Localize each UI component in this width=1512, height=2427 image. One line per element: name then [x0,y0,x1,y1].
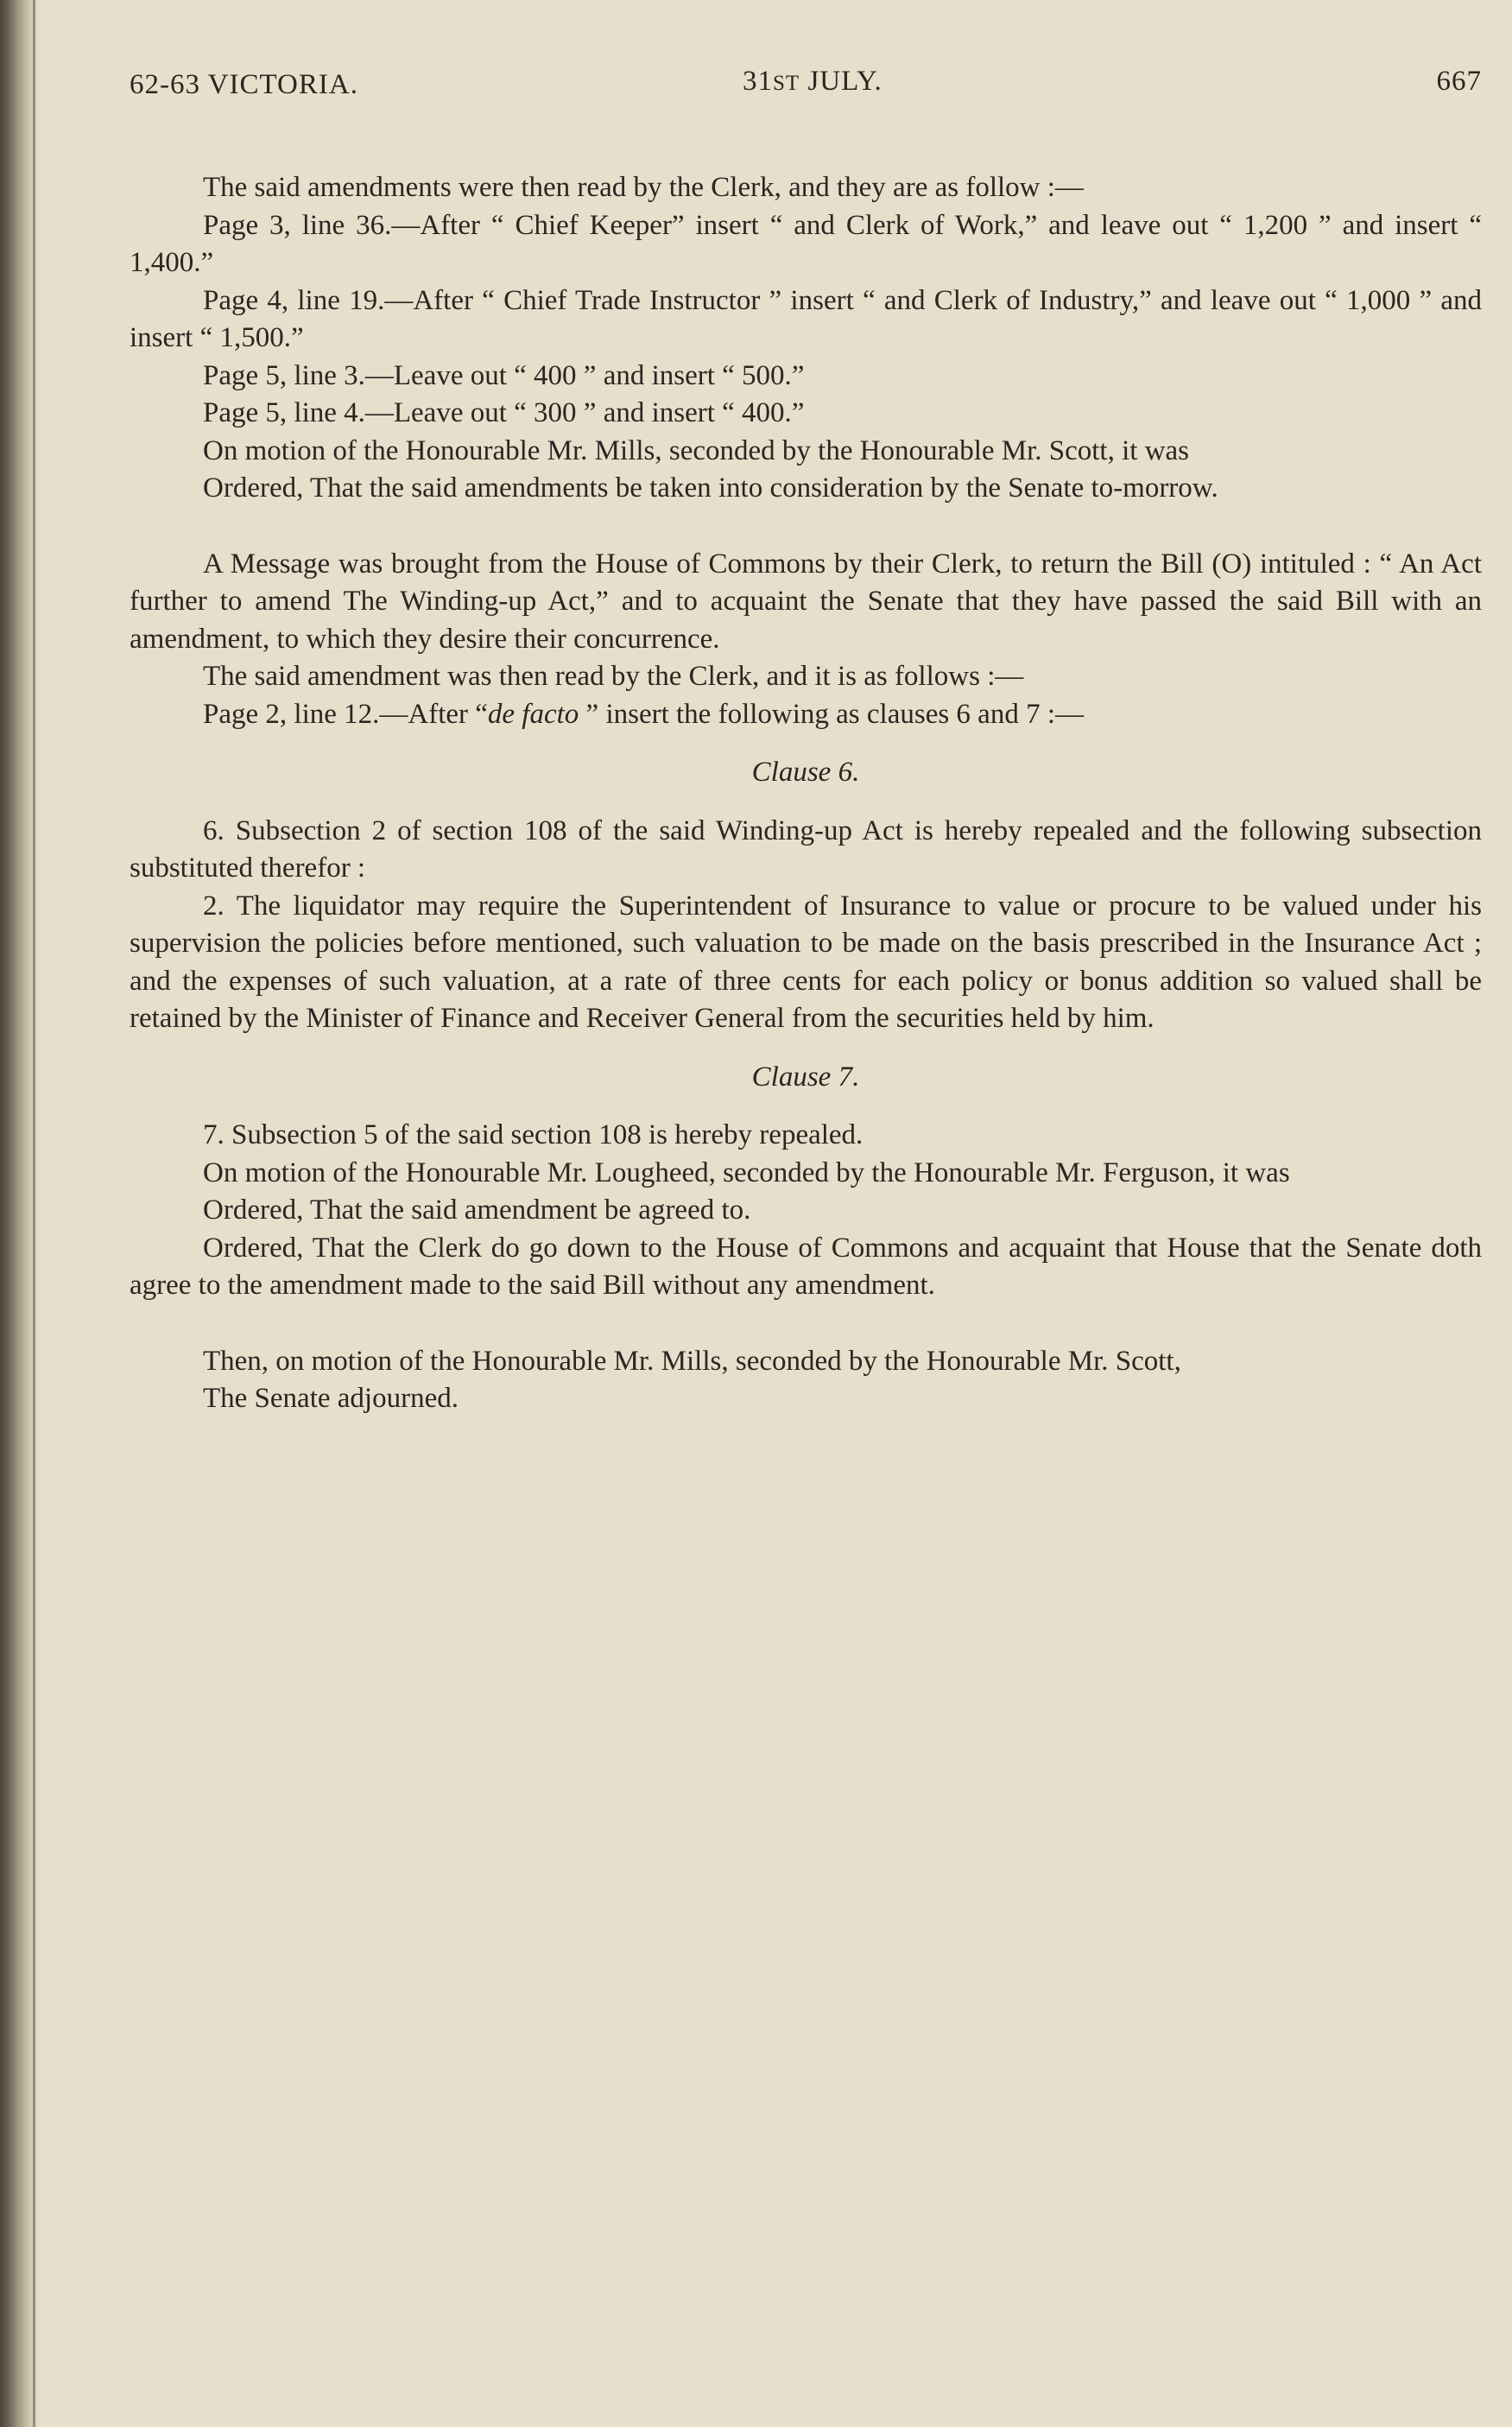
document-body [130,169,1482,1418]
text-run: Page 2, line 12.—After “ [203,698,488,730]
page-number: 667 [1436,66,1482,97]
paragraph: Page 5, line 4.—Leave out “ 300 ” and insert “ 400.” [203,397,805,428]
paragraph: Ordered, That the said amendments be taken into consideration by the Senate to-morrow. [203,472,1218,504]
header-date-day: 31 [743,66,773,97]
spine-shadow [33,0,35,2427]
paragraph: Then, on motion of the Honourable Mr. Mills, seconded by the Honourable Mr. Scott, [203,1345,1181,1377]
paragraph: The said amendment was then read by the Clerk, and it is as follows :— [203,661,1024,692]
header-session: 62-63 VICTORIA. [130,69,358,100]
paragraph: 7. Subsection 5 of the said section 108 is hereby repealed. [203,1119,864,1150]
italic-term: de facto [487,698,579,730]
paragraph: 2. The liquidator may require the Superintendent of Insurance to value or procure to be valued under his supervision the policies before mentioned, such valuation to be made on the basis prescribed in the Insurance Act ; and the expenses of such valuation, at a rate of three cents for each policy or bonus addition so valued shall be retained by the Minister of Finance and Receiver General from the securities held by him. [130,890,1482,1034]
paragraph: Ordered, That the Clerk do go down to the House of Commons and acquaint that House that the Senate doth agree to the amendment made to the said Bill without any amendment. [130,1232,1482,1301]
running-header [130,52,1482,112]
paragraph: Ordered, That the said amendment be agreed to. [203,1194,751,1226]
header-date-suffix: ST [773,72,800,95]
paragraph [130,696,1482,734]
paragraph: 6. Subsection 2 of section 108 of the said Winding-up Act is hereby repealed and the following subsection substituted therefor : [130,814,1482,884]
paragraph: Page 3, line 36.—After “ Chief Keeper” insert “ and Clerk of Work,” and leave out “ 1,200 ” and insert “ 1,400.” [130,209,1482,278]
paragraph: Page 5, line 3.—Leave out “ 400 ” and insert “ 500.” [203,359,805,391]
paragraph: The Senate adjourned. [203,1383,459,1414]
paragraph: On motion of the Honourable Mr. Lougheed, seconded by the Honourable Mr. Ferguson, it was [203,1156,1290,1188]
paragraph: On motion of the Honourable Mr. Mills, seconded by the Honourable Mr. Scott, it was [203,434,1190,466]
clause-heading: Clause 7. [751,1061,860,1093]
paragraph: The said amendments were then read by the Clerk, and they are as follow :— [203,172,1084,203]
text-run: ” insert the following as clauses 6 and 7 :— [579,698,1084,730]
header-date-month: JULY. [800,66,883,97]
paragraph: Page 4, line 19.—After “ Chief Trade Instructor ” insert “ and Clerk of Industry,” and leave out “ 1,000 ” and insert “ 1,500.” [130,284,1482,353]
clause-heading: Clause 6. [751,757,860,788]
paragraph: A Message was brought from the House of Commons by their Clerk, to return the Bill (O) intituled : “ An Act further to amend The Winding-up Act,” and to acquaint the Senate that they have passed the said Bill with an amendment, to which they desire their concurrence. [130,548,1482,655]
document-page [130,52,1482,1418]
header-date [743,66,883,98]
